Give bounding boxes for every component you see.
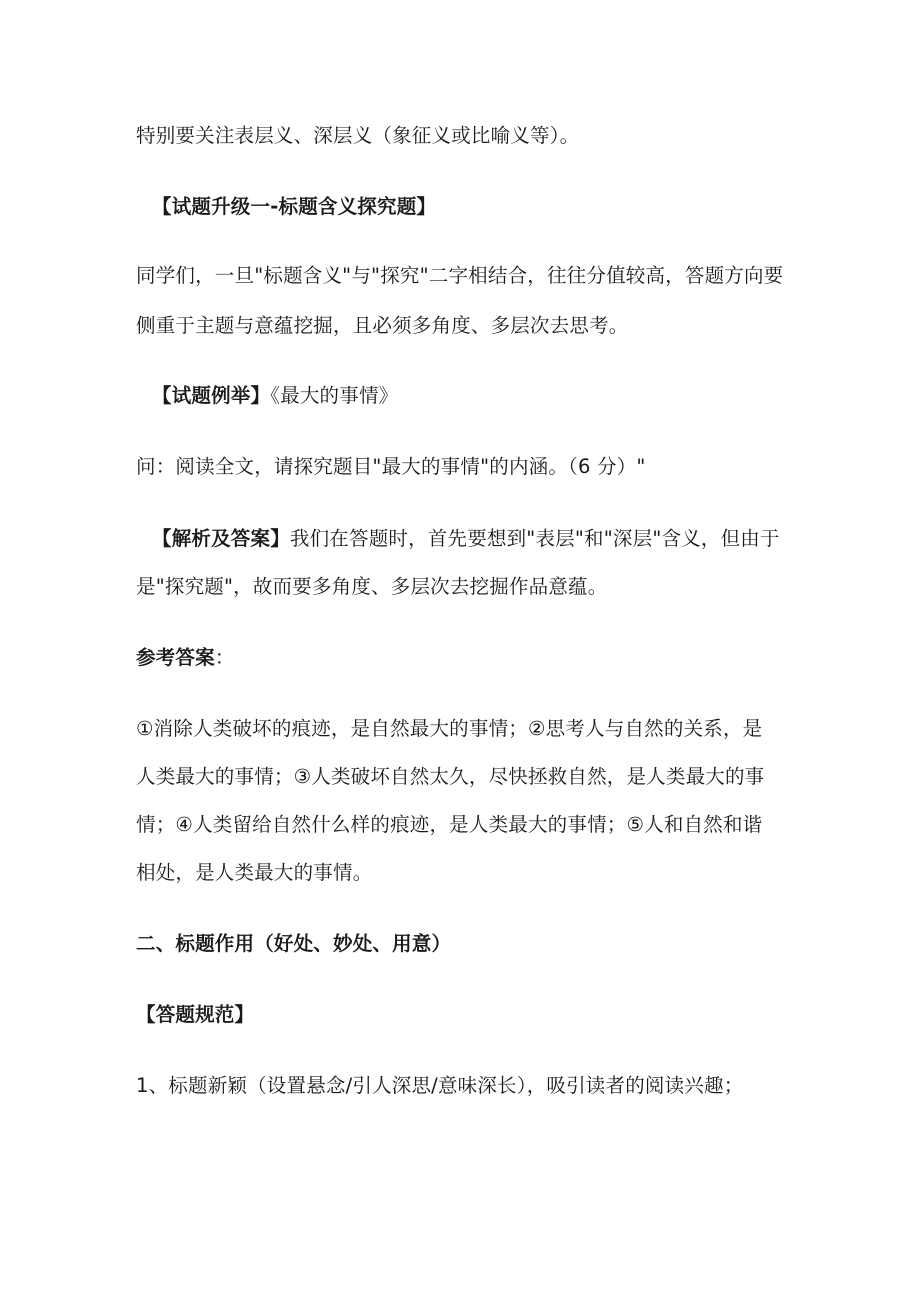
answer-line-3: 情；④人类留给自然什么样的痕迹，是人类最大的事情；⑤人和自然和谐 xyxy=(136,813,763,836)
answer-line-2: 人类最大的事情；③人类破坏自然太久，尽快拯救自然，是人类最大的事 xyxy=(136,765,765,788)
section-2-heading: 二、标题作用（好处、妙处、用意） xyxy=(136,932,452,955)
reference-answer-colon: ： xyxy=(214,646,235,669)
analysis-line-2: 是"探究题"，故而要多角度、多层次去挖掘作品意蕴。 xyxy=(136,575,608,598)
analysis-text-1: 我们在答题时，首先要想到"表层"和"深层"含义，但由于 xyxy=(289,527,780,550)
analysis-line-1 xyxy=(152,527,780,551)
question-line: 问：阅读全文，请探究题目"最大的事情"的内涵。（6 分）" xyxy=(136,455,646,478)
intro-line: 特别要关注表层义、深层义（象征义或比喻义等）。 xyxy=(136,124,580,147)
reference-answer-label: 参考答案 xyxy=(136,646,215,669)
example-title: 《最大的事情》 xyxy=(270,384,399,407)
answer-line-1: ①消除人类破坏的痕迹，是自然最大的事情；②思考人与自然的关系，是 xyxy=(136,717,763,740)
example-label: 【试题例举】 xyxy=(152,384,271,407)
list-item-1: 1、标题新颖（设置悬念/引人深思/意味深长），吸引读者的阅读兴趣； xyxy=(136,1074,744,1097)
upgrade-heading: 【试题升级一-标题含义探究题】 xyxy=(152,195,437,218)
example-line xyxy=(152,384,398,408)
answer-line-4: 相处，是人类最大的事情。 xyxy=(136,861,373,884)
paragraph-line-2: 侧重于主题与意蕴挖掘，且必须多角度、多层次去思考。 xyxy=(136,314,629,337)
norm-heading: 【答题规范】 xyxy=(136,1003,255,1026)
reference-answer-label-line xyxy=(136,646,235,670)
paragraph-line-1: 同学们，一旦"标题含义"与"探究"二字相结合，往往分值较高，答题方向要 xyxy=(136,264,784,287)
analysis-label: 【解析及答案】 xyxy=(152,527,290,550)
